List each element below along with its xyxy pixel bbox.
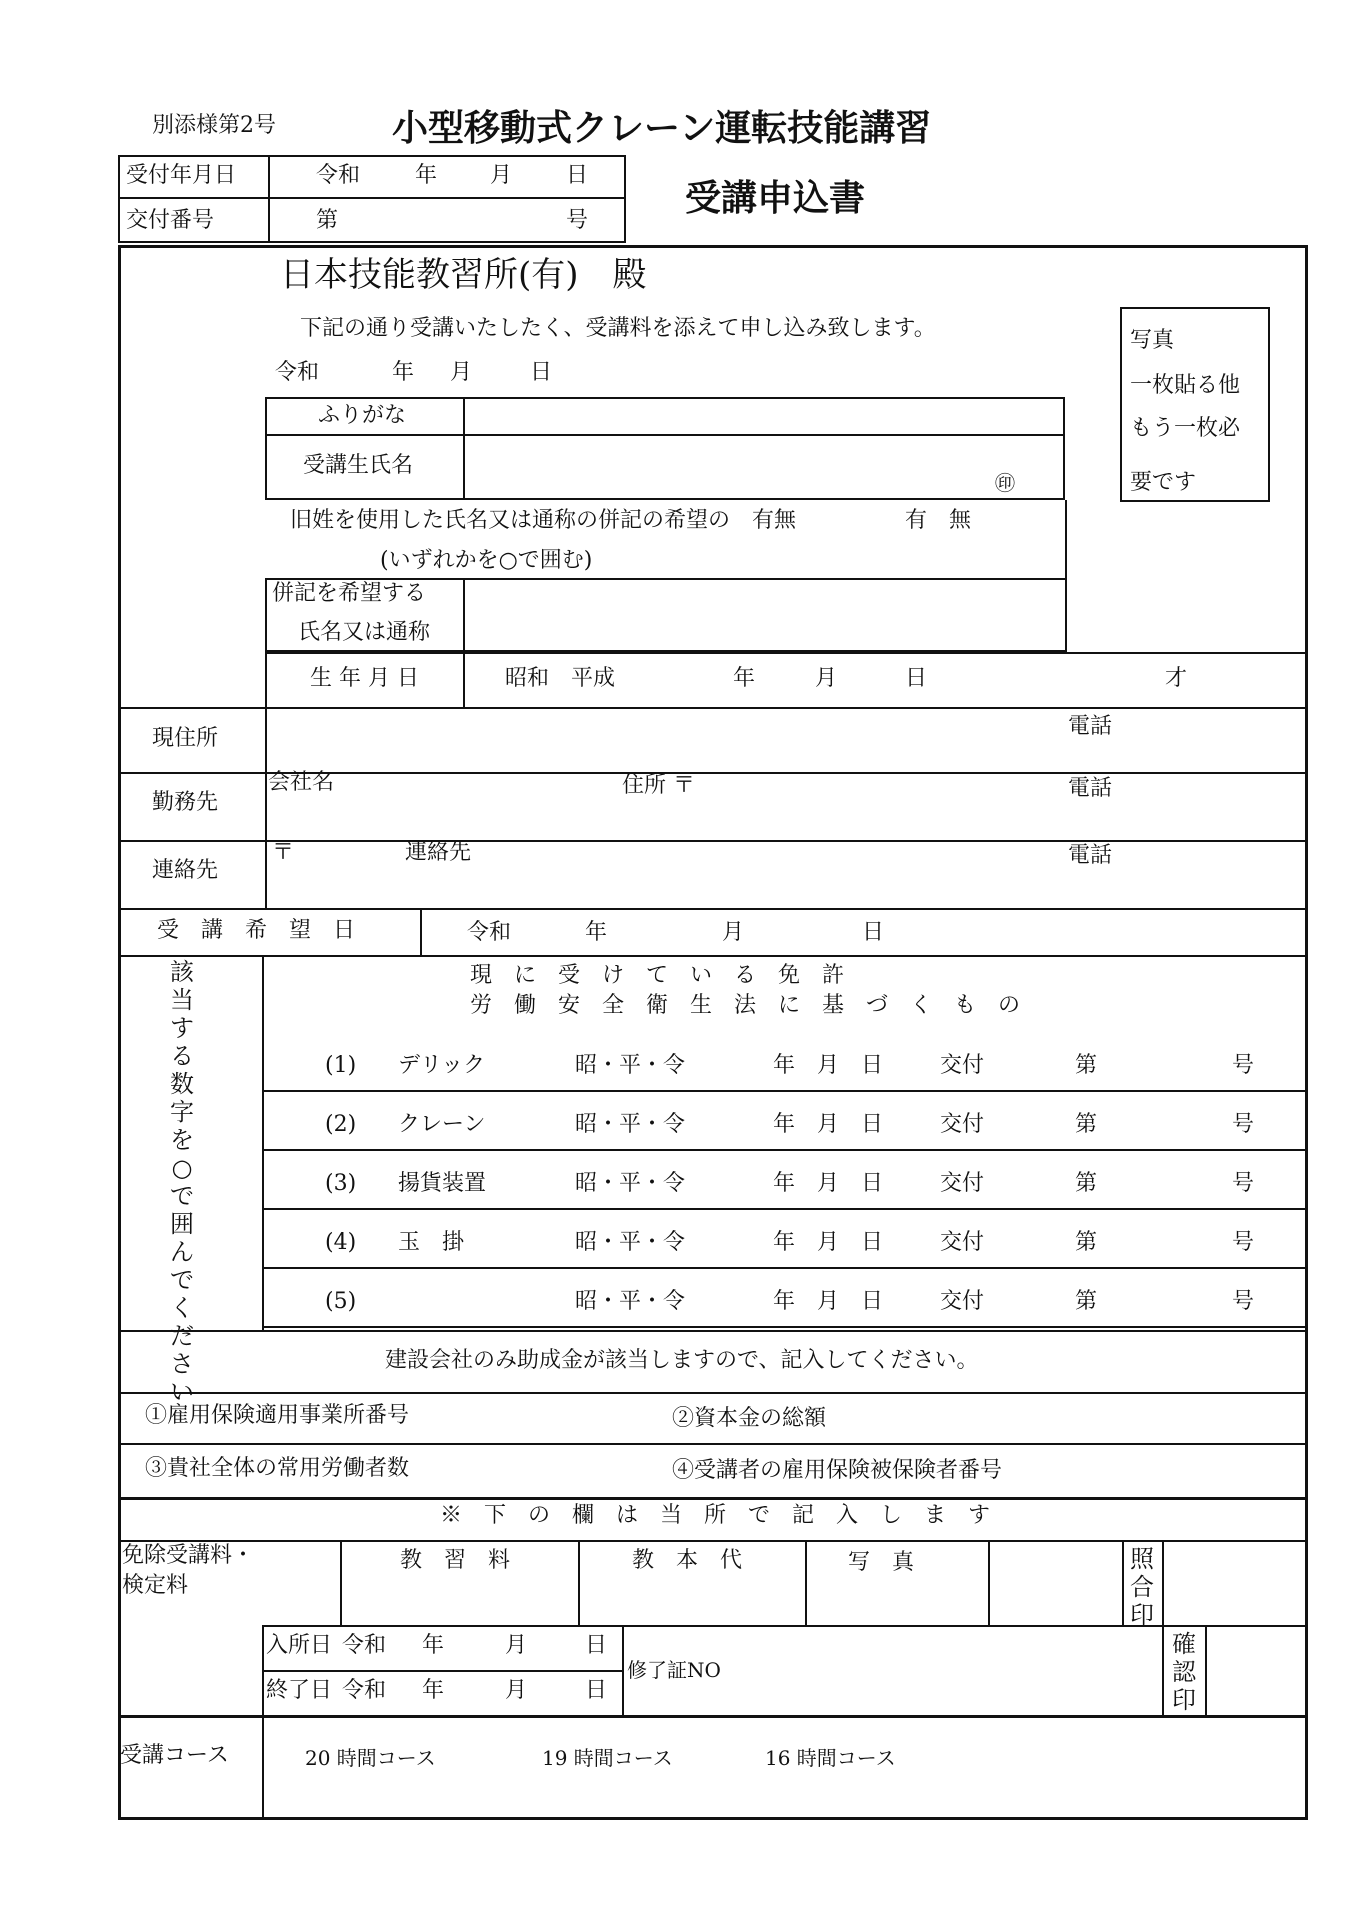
license-date: 年 月 日: [773, 1053, 884, 1078]
license-dai: 第: [1075, 1053, 1098, 1078]
birth-label: 生 年 月 日: [310, 666, 419, 691]
license-go: 号: [1232, 1171, 1255, 1196]
certificate-number-label: 修了証NO: [627, 1658, 721, 1682]
name-label: 受講生氏名: [303, 453, 414, 478]
license-issued: 交付: [940, 1112, 985, 1137]
maiden-name-question: 旧姓を使用した氏名又は通称の併記の希望の 有無: [290, 508, 797, 533]
license-number: (2): [325, 1112, 357, 1137]
license-row-line: [262, 1326, 1308, 1328]
license-go: 号: [1232, 1053, 1255, 1078]
license-date: 年 月 日: [773, 1230, 884, 1255]
license-issued: 交付: [940, 1171, 985, 1196]
license-number: (1): [325, 1053, 357, 1078]
birth-eras[interactable]: 昭和 平成: [505, 666, 616, 691]
license-eras: 昭・平・令: [575, 1230, 686, 1255]
license-go: 号: [1232, 1230, 1255, 1255]
furigana-field[interactable]: [470, 400, 1064, 434]
maiden-name-options[interactable]: 有 無: [905, 508, 972, 533]
subsidy-item-4: ④受講者の雇用保険被保険者番号: [672, 1458, 1003, 1483]
issue-number-label: 交付番号: [126, 208, 215, 233]
license-name: クレーン: [398, 1112, 486, 1137]
license-instruction: 該当する数字を○で囲んでください: [170, 958, 194, 1406]
license-dai: 第: [1075, 1230, 1098, 1255]
address-label: 現住所: [152, 726, 219, 751]
workplace-label: 勤務先: [152, 790, 219, 815]
statement: 下記の通り受講いたしたく、受講料を添えて申し込み致します。: [300, 316, 936, 341]
license-header-2: 労 働 安 全 衛 生 法 に 基 づ く も の: [470, 993, 1021, 1018]
license-eras: 昭・平・令: [575, 1053, 686, 1078]
contact-label: 連絡先: [152, 858, 219, 883]
license-issued: 交付: [940, 1053, 985, 1078]
license-go: 号: [1232, 1289, 1255, 1314]
license-name: 玉 掛: [398, 1230, 465, 1255]
address-field[interactable]: [272, 712, 1056, 770]
license-row-line: [262, 1208, 1308, 1210]
reception-date-label: 受付年月日: [126, 163, 237, 188]
license-go: 号: [1232, 1112, 1255, 1137]
license-header-1: 現 に 受 け て い る 免 許: [470, 963, 845, 988]
license-issued: 交付: [940, 1289, 985, 1314]
license-dai: 第: [1075, 1289, 1098, 1314]
license-name: 揚貨装置: [398, 1171, 487, 1196]
license-issued: 交付: [940, 1230, 985, 1255]
alias-field[interactable]: [470, 585, 1064, 647]
license-dai: 第: [1075, 1112, 1098, 1137]
license-dai: 第: [1075, 1171, 1098, 1196]
form-code: 別添様第2号: [152, 113, 276, 138]
license-date: 年 月 日: [773, 1171, 884, 1196]
furigana-label: ふりがな: [318, 403, 407, 428]
desired-date-label: 受 講 希 望 日: [157, 918, 356, 943]
seal-mark: ㊞: [995, 471, 1015, 495]
license-row-line: [262, 1090, 1308, 1092]
subsidy-item-3: ③貴社全体の常用労働者数: [145, 1456, 410, 1481]
form-subtitle: 受講申込書: [685, 177, 866, 219]
subsidy-item-2: ②資本金の総額: [672, 1406, 827, 1431]
license-row-line: [262, 1149, 1308, 1151]
license-date: 年 月 日: [773, 1289, 884, 1314]
course-option-16[interactable]: 16 時間コース: [765, 1746, 896, 1770]
name-field[interactable]: [470, 440, 994, 496]
license-number: (5): [325, 1289, 357, 1314]
form-title: 小型移動式クレーン運転技能講習: [392, 107, 932, 149]
confirm-seal: 確認印: [1172, 1630, 1196, 1714]
office-use-note: ※ 下 の 欄 は 当 所 で 記 入 し ま す: [440, 1503, 991, 1528]
subsidy-note: 建設会社のみ助成金が該当しますので、記入してください。: [385, 1348, 979, 1373]
addressee: 日本技能教習所(有) 殿: [280, 255, 647, 295]
subsidy-item-1: ①雇用保険適用事業所番号: [145, 1403, 410, 1428]
license-row-line: [262, 1267, 1308, 1269]
license-eras: 昭・平・令: [575, 1289, 686, 1314]
license-eras: 昭・平・令: [575, 1112, 686, 1137]
license-eras: 昭・平・令: [575, 1171, 686, 1196]
course-option-19[interactable]: 19 時間コース: [542, 1746, 673, 1770]
license-name: デリック: [398, 1053, 486, 1078]
course-option-20[interactable]: 20 時間コース: [305, 1746, 436, 1770]
course-label: 受講コース: [120, 1743, 229, 1768]
license-number: (3): [325, 1171, 357, 1196]
check-seal: 照合印: [1130, 1545, 1154, 1629]
license-date: 年 月 日: [773, 1112, 884, 1137]
license-number: (4): [325, 1230, 357, 1255]
